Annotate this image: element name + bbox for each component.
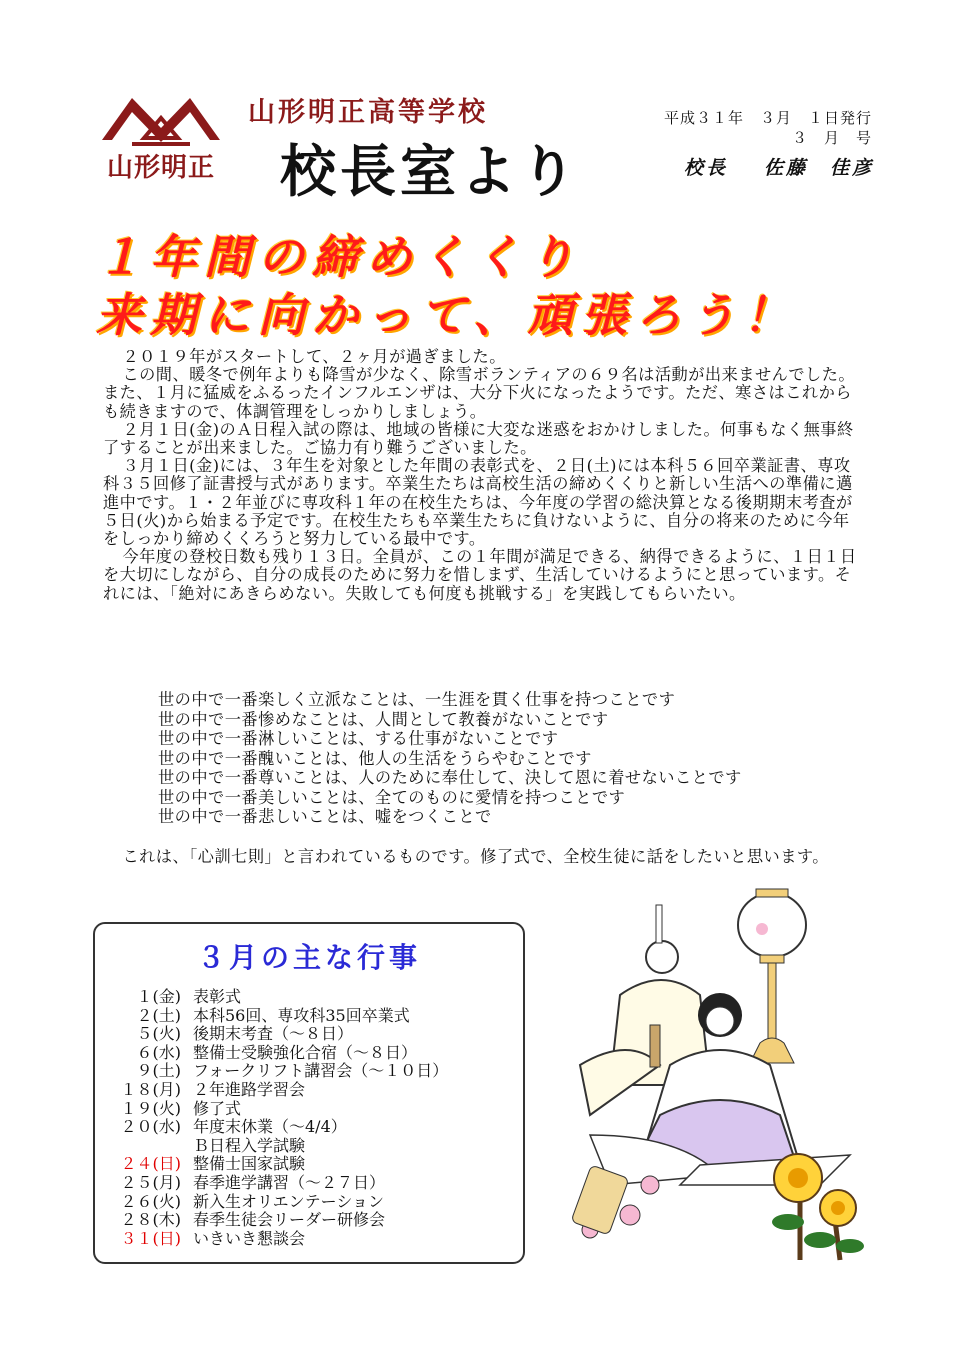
body-text xyxy=(103,348,863,603)
event-date: ２０(水) xyxy=(120,1117,181,1137)
event-date: ２６(火) xyxy=(120,1191,181,1211)
event-description: 春季進学講習（～２７日） xyxy=(193,1172,386,1192)
issue-info xyxy=(612,108,872,148)
event-description: 整備士受験強化合宿（～８日） xyxy=(193,1042,418,1062)
event-date: １８(月) xyxy=(120,1079,181,1099)
paragraph-4: ３月１日(金)には、３年生を対象とした年間の表彰式を、２日(土)には本科５６回卒業証書、専攻科３５回修了証書授与式があります。卒業生たちは高校生活の締めくくりと新しい生活への準備に邁進中です。１・２年並びに専攻科１年の在校生たちは、今年度の学習の総決算となる後期期末考査が５日(火)から始まる予定です。在校生たちも卒業生たちに負けないように、自分の将来のために今年をしっかり締めくくろうと努力している最中です。 xyxy=(103,456,853,549)
event-row xyxy=(105,1025,448,1044)
paragraph-1: ２０１９年がスタートして、２ヶ月が過ぎました。 xyxy=(122,347,506,366)
event-date: ９(土) xyxy=(136,1061,181,1081)
event-row xyxy=(105,1155,448,1174)
maxim-item: 世の中で一番美しいことは、全てのものに愛情を持つことです xyxy=(158,787,626,807)
maxim-item: 世の中で一番醜いことは、他人の生活をうらやむことです xyxy=(158,748,592,768)
event-date xyxy=(105,1137,193,1156)
maxim-item: 世の中で一番楽しく立派なことは、一生涯を貫く仕事を持つことです xyxy=(158,690,676,709)
event-date: ２５(月) xyxy=(120,1172,181,1192)
event-date: ２４(日) xyxy=(120,1154,181,1174)
event-description: 後期末考査（～８日） xyxy=(193,1024,354,1044)
event-date: ２(土) xyxy=(136,1005,181,1025)
principal-signature xyxy=(684,153,874,180)
event-description: いきいき懇談会 xyxy=(193,1228,306,1248)
headline-line-2: 来期に向かって、頑張ろう！ xyxy=(96,288,798,342)
principal-title: 校長 xyxy=(684,157,729,179)
events-box xyxy=(93,922,525,1264)
event-row xyxy=(105,1007,448,1026)
event-description: 年度末休業（～4/4） xyxy=(193,1117,347,1137)
maxims-list xyxy=(158,690,742,827)
school-logo xyxy=(92,88,230,188)
events-title: ３月の主な行事 xyxy=(196,941,421,974)
maxim-item: 世の中で一番淋しいことは、する仕事がないことです xyxy=(158,729,559,748)
issue-number: ３ 月 号 xyxy=(791,129,872,147)
event-description: ２年進路学習会 xyxy=(193,1079,306,1099)
chrysanthemum-illustration xyxy=(760,1150,870,1265)
event-row xyxy=(105,1062,448,1081)
event-date: １９(火) xyxy=(120,1098,181,1118)
event-row xyxy=(105,1174,448,1193)
event-row xyxy=(105,1044,448,1063)
maxim-item: 世の中で一番悲しいことは、嘘をつくことで xyxy=(158,807,492,826)
event-description: Ｂ日程入学試験 xyxy=(193,1135,306,1155)
school-name: 山形明正高等学校 xyxy=(248,97,488,128)
event-date: ２８(木) xyxy=(120,1210,181,1230)
closing-paragraph: これは、「心訓七則」と言われているものです。修了式で、全校生徒に話をしたいと思います。 xyxy=(122,847,829,866)
event-description: 新入生オリエンテーション xyxy=(193,1191,385,1211)
event-row xyxy=(105,1100,448,1119)
event-description: 整備士国家試験 xyxy=(193,1154,306,1174)
issue-date: 平成３１年 ３月 １日発行 xyxy=(663,109,872,127)
event-row xyxy=(105,988,448,1007)
event-row xyxy=(105,1081,448,1100)
event-date: ５(火) xyxy=(136,1024,181,1044)
paragraph-2: この間、暖冬で例年よりも降雪が少なく、除雪ボランティアの６９名は活動が出来ませんでした。また、１月に猛威をふるったインフルエンザは、大分下火になったようです。ただ、寒さはこれからも続きますので、体調管理をしっかりしましょう。 xyxy=(103,365,856,421)
event-description: 表彰式 xyxy=(193,987,242,1006)
event-row xyxy=(105,1230,448,1249)
headline xyxy=(96,228,797,344)
paragraph-5: 今年度の登校日数も残り１３日。全員が、この１年間が満足できる、納得できるように、１日１日を大切にしながら、自分の成長のために努力を惜しまず、生活していけるようにと思っています。それには、「絶対にあきらめない。失敗しても何度も挑戦する」を実践してもらいたい。 xyxy=(103,547,857,603)
event-list xyxy=(105,988,448,1248)
event-row xyxy=(105,1118,448,1137)
page-title: 校長室より xyxy=(280,140,580,205)
event-date: ３１(日) xyxy=(120,1228,181,1248)
paragraph-3: ２月１日(金)のＡ日程入試の際は、地域の皆様に大変な迷惑をおかけしました。何事もなく無事終了することが出来ました。ご協力有り難うございました。 xyxy=(103,419,854,458)
event-description: 春季生徒会リーダー研修会 xyxy=(193,1210,386,1230)
event-description: 修了式 xyxy=(193,1098,242,1118)
maxim-item: 世の中で一番惨めなことは、人間として教養がないことです xyxy=(158,709,609,729)
event-date: １(金) xyxy=(136,987,181,1006)
maxim-item: 世の中で一番尊いことは、人のために奉仕して、決して恩に着せないことです xyxy=(158,768,742,787)
event-description: フォークリフト講習会（～１０日） xyxy=(193,1061,449,1081)
event-row xyxy=(105,1193,448,1212)
event-date: ６(水) xyxy=(136,1042,181,1062)
event-description: 本科56回、専攻科35回卒業式 xyxy=(193,1005,410,1025)
logo-text: 山形明正 xyxy=(106,153,216,183)
event-row xyxy=(105,1211,448,1230)
event-row xyxy=(105,1137,448,1156)
principal-name: 佐藤 佳彦 xyxy=(763,157,874,179)
headline-line-1: １年間の締めくくり xyxy=(96,230,582,284)
